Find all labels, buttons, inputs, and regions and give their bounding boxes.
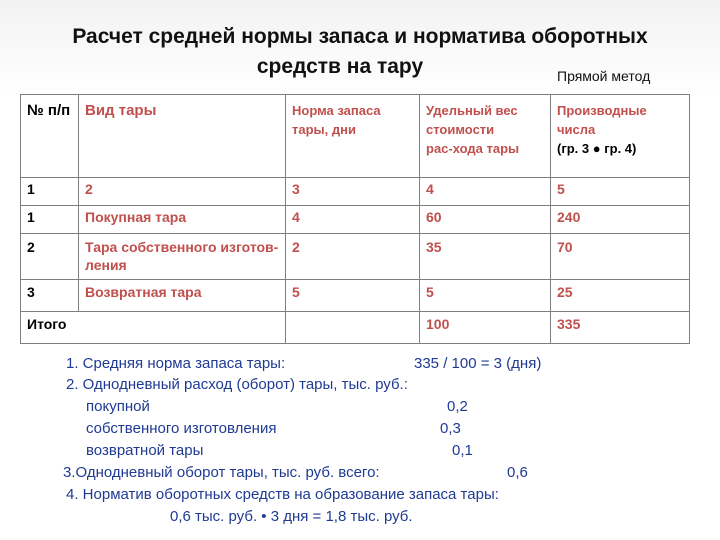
method-subtitle: Прямой метод bbox=[557, 68, 651, 84]
row-cell: 4 bbox=[286, 206, 420, 234]
note-1-value: 335 / 100 = 3 (дня) bbox=[414, 355, 542, 372]
row-cell: 240 bbox=[551, 206, 690, 234]
row-cell: 2 bbox=[21, 234, 79, 280]
row-cell: 5 bbox=[551, 178, 690, 206]
row-cell: Тара собственного изготов-ления bbox=[79, 234, 286, 280]
row-cell: 1 bbox=[21, 178, 79, 206]
row-cell: 5 bbox=[286, 280, 420, 312]
table-header-row bbox=[21, 95, 690, 178]
row-cell: Покупная тара bbox=[79, 206, 286, 234]
header-number: № п/п bbox=[21, 95, 79, 178]
row-cell: 4 bbox=[420, 178, 551, 206]
note-4-value: 0,6 тыс. руб. • 3 дня = 1,8 тыс. руб. bbox=[170, 508, 413, 525]
note-2a-label: покупной bbox=[86, 398, 150, 415]
table-row bbox=[21, 178, 690, 206]
header-stock-norm: Норма запаса тары, дни bbox=[286, 95, 420, 178]
title-line-1: Расчет средней нормы запаса и норматива оборотных bbox=[72, 25, 648, 48]
header-derived-line-3: (гр. 3 ● гр. 4) bbox=[557, 141, 637, 156]
header-share-line-3: рас-хода тары bbox=[426, 141, 520, 156]
header-container-type: Вид тары bbox=[79, 95, 286, 178]
total-label: Итого bbox=[21, 312, 286, 344]
note-3-value: 0,6 bbox=[507, 464, 528, 481]
header-derived-line-2: числа bbox=[557, 122, 596, 137]
total-derived: 335 bbox=[551, 312, 690, 344]
header-share bbox=[420, 95, 551, 178]
note-3-label: 3.Однодневный оборот тары, тыс. руб. всего: bbox=[63, 464, 380, 481]
total-row bbox=[21, 312, 690, 344]
table-row bbox=[21, 280, 690, 312]
title-line-2: средств на тару bbox=[256, 55, 424, 78]
note-4-label: 4. Норматив оборотных средств на образование запаса тары: bbox=[66, 486, 499, 503]
note-2a-value: 0,2 bbox=[447, 398, 468, 415]
header-derived-line-1: Производные bbox=[557, 103, 647, 118]
header-share-line-2: стоимости bbox=[426, 122, 495, 137]
note-2b-value: 0,3 bbox=[440, 420, 461, 437]
note-1-label: 1. Средняя норма запаса тары: bbox=[66, 355, 286, 372]
stock-norm-table bbox=[20, 94, 690, 344]
calculation-notes bbox=[0, 352, 720, 532]
note-2c-label: возвратной тары bbox=[86, 442, 204, 459]
note-2b-label: собственного изготовления bbox=[86, 420, 277, 437]
row-cell: 70 bbox=[551, 234, 690, 280]
header-derived bbox=[551, 95, 690, 178]
table-row bbox=[21, 234, 690, 280]
total-empty-cell bbox=[286, 312, 420, 344]
row-cell: 5 bbox=[420, 280, 551, 312]
note-2c-value: 0,1 bbox=[452, 442, 473, 459]
row-cell: Возвратная тара bbox=[79, 280, 286, 312]
row-cell: 60 bbox=[420, 206, 551, 234]
note-2-label: 2. Однодневный расход (оборот) тары, тыс. руб.: bbox=[66, 376, 408, 393]
header-share-line-1: Удельный вес bbox=[426, 103, 518, 118]
total-share: 100 bbox=[420, 312, 551, 344]
row-cell: 3 bbox=[21, 280, 79, 312]
row-cell: 2 bbox=[79, 178, 286, 206]
row-cell: 2 bbox=[286, 234, 420, 280]
table-row bbox=[21, 206, 690, 234]
row-cell: 1 bbox=[21, 206, 79, 234]
row-cell: 25 bbox=[551, 280, 690, 312]
row-cell: 3 bbox=[286, 178, 420, 206]
row-cell: 35 bbox=[420, 234, 551, 280]
